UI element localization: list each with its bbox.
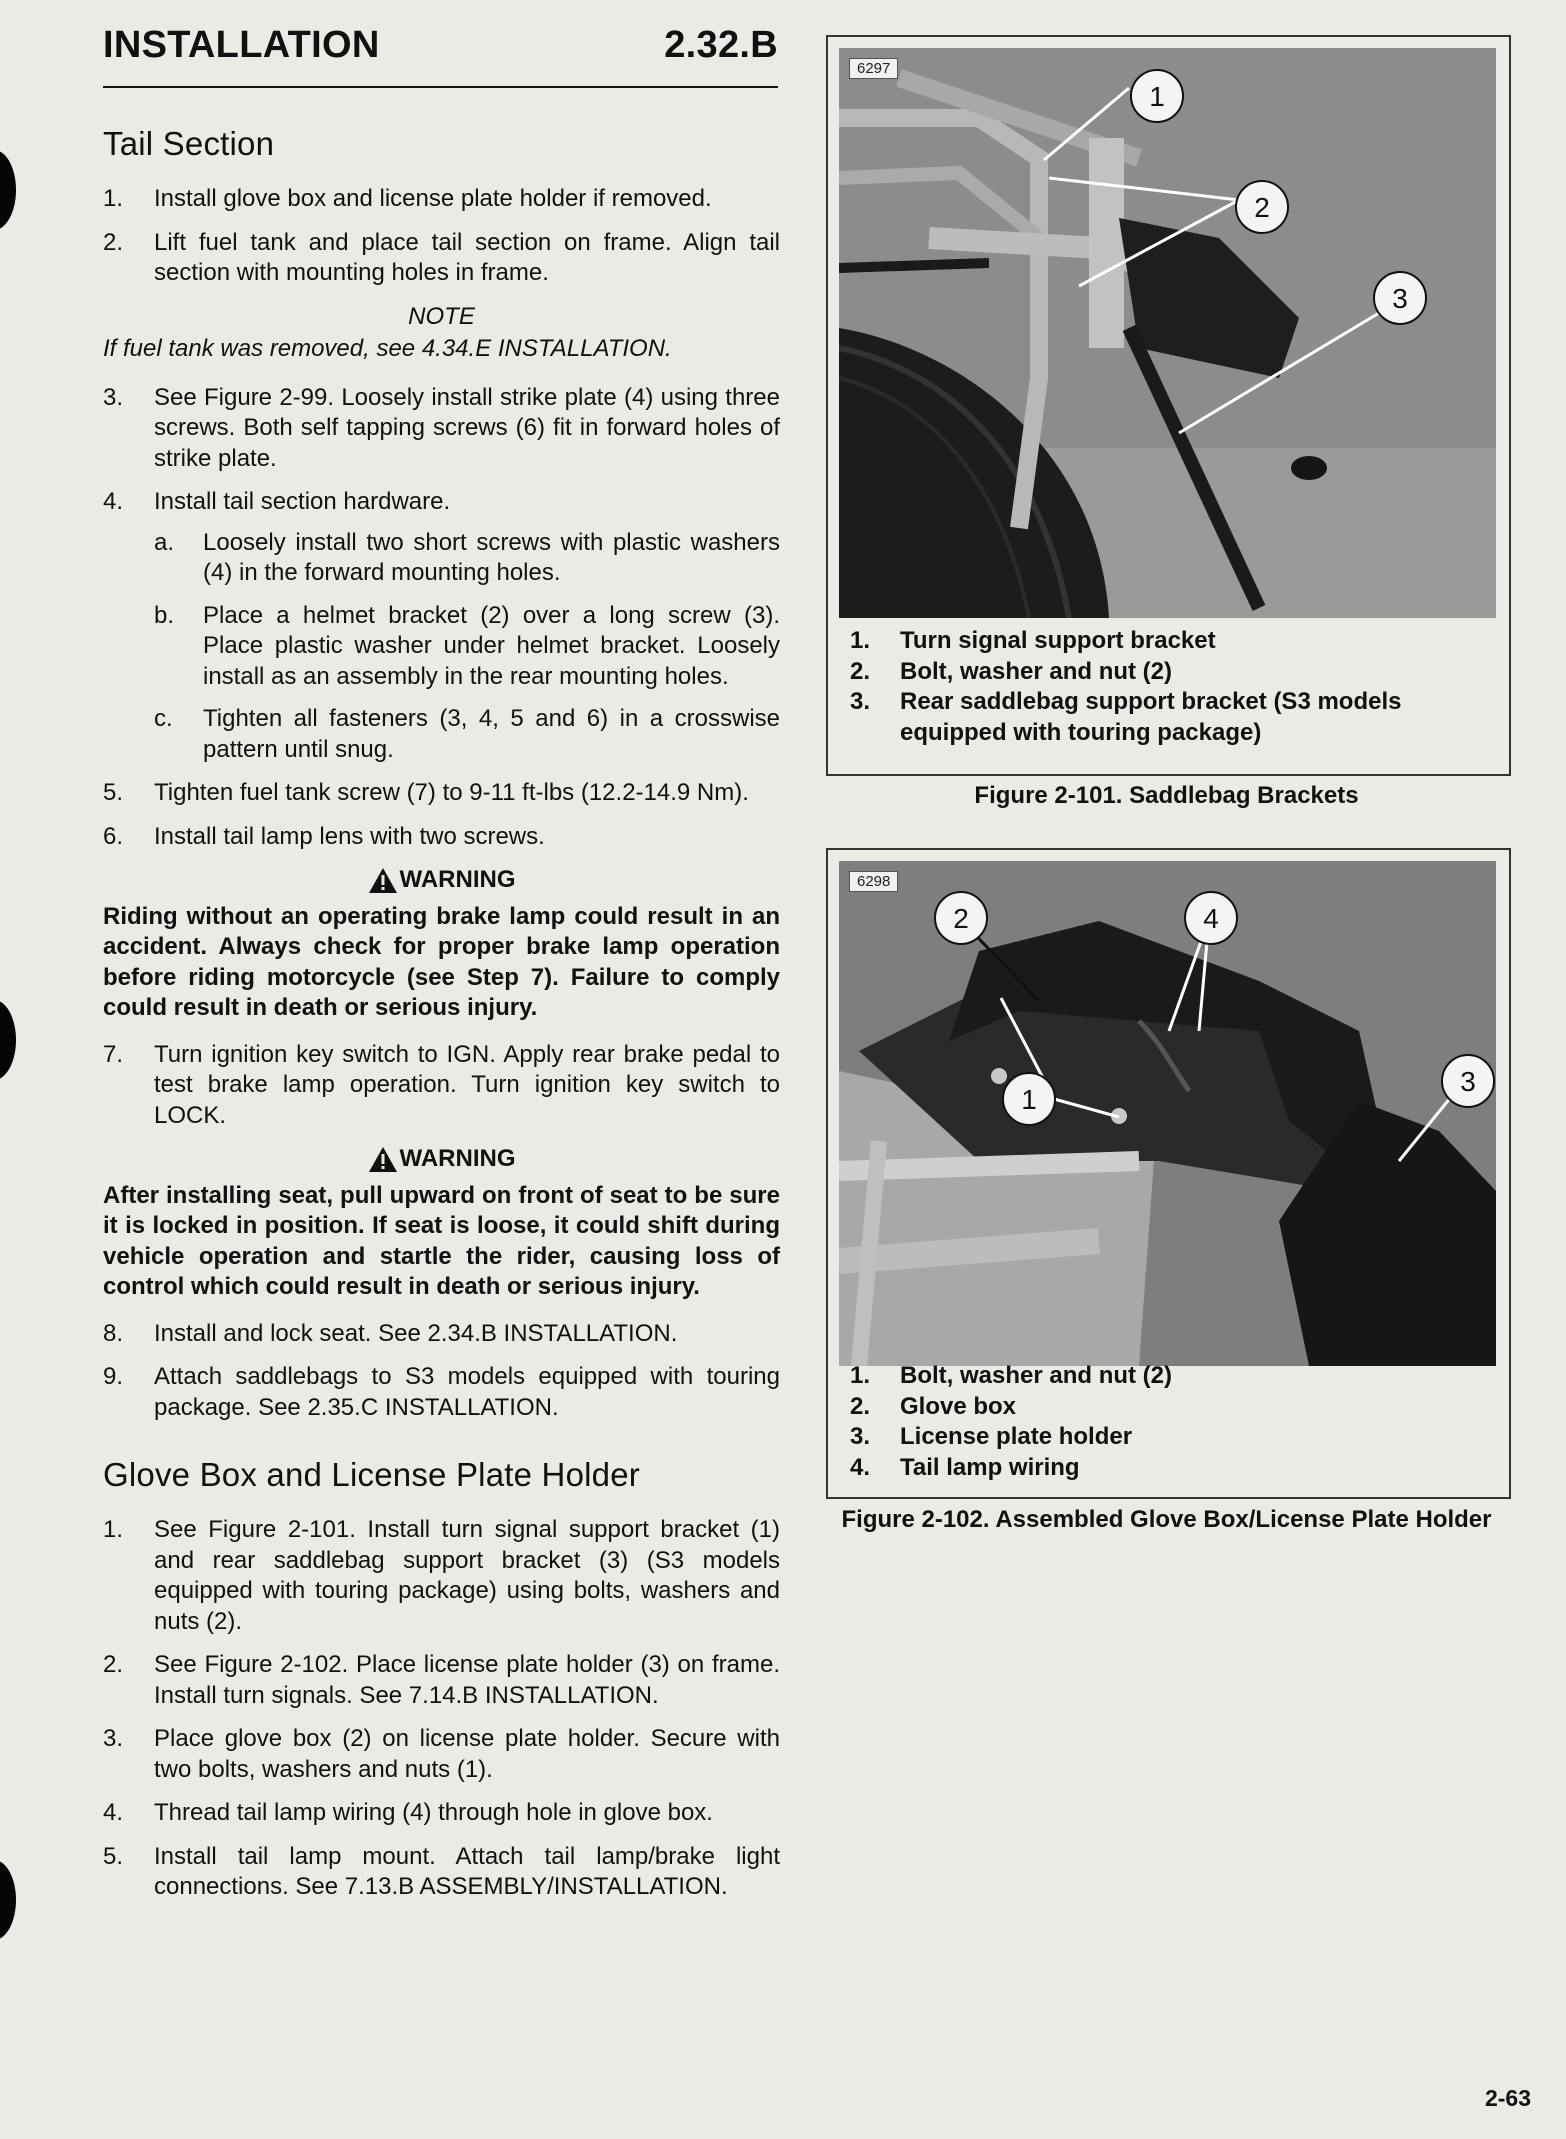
substep-item	[154, 528, 780, 589]
step-text: Turn ignition key switch to IGN. Apply rear brake pedal to test brake lamp operation. Turn ignition key switch to LOCK.	[154, 1040, 780, 1129]
photo-id: 6297	[849, 58, 898, 79]
step-item	[103, 1040, 780, 1132]
step-item	[103, 822, 780, 853]
step-item	[103, 1362, 780, 1423]
page-header	[103, 24, 778, 88]
step-text: Install tail lamp mount. Attach tail lamp/brake light connections. See 7.13.B ASSEMBLY/INSTALLATION.	[154, 1842, 780, 1900]
step-number: 1.	[103, 1516, 124, 1543]
substep-text: Loosely install two short screws with plastic washers (4) in the forward mounting holes.	[203, 528, 780, 586]
step-number: 3.	[103, 1725, 124, 1752]
step-item	[103, 778, 780, 809]
steps-list	[103, 184, 780, 289]
step-item	[103, 1798, 780, 1829]
substep-letter: a.	[154, 528, 175, 556]
step-text: Thread tail lamp wiring (4) through hole in glove box.	[154, 1799, 713, 1826]
figure-legend	[850, 1361, 1172, 1483]
step-number: 5.	[103, 1842, 124, 1870]
legend-text: License plate holder	[900, 1423, 1133, 1450]
figure-photo	[839, 861, 1496, 1366]
photo-id: 6298	[849, 871, 898, 892]
legend-number: 1.	[850, 627, 871, 654]
step-item	[103, 487, 780, 765]
step-item	[103, 184, 780, 215]
step-number: 8.	[103, 1319, 124, 1347]
legend-text: Bolt, washer and nut (2)	[900, 1362, 1173, 1389]
step-text: Install and lock seat. See 2.34.B INSTALLATION.	[154, 1319, 678, 1347]
substep-letter: b.	[154, 601, 175, 629]
binder-hole	[0, 1000, 16, 1080]
legend-item	[850, 626, 1509, 657]
substep-letter: c.	[154, 705, 173, 732]
step-number: 4.	[103, 1799, 124, 1826]
steps-list	[103, 1515, 780, 1903]
step-text: Install tail section hardware.	[154, 488, 451, 515]
step-text: Tighten fuel tank screw (7) to 9-11 ft-lbs (12.2-14.9 Nm).	[154, 779, 749, 806]
legend-text: Turn signal support bracket	[900, 627, 1216, 654]
step-text: Place glove box (2) on license plate holder. Secure with two bolts, washers and nuts (1).	[154, 1725, 780, 1783]
figure-caption: Figure 2-101. Saddlebag Brackets	[974, 782, 1359, 809]
step-number: 6.	[103, 822, 124, 850]
section-title: INSTALLATION	[103, 24, 380, 66]
step-text: Install tail lamp lens with two screws.	[154, 822, 545, 850]
warning-heading	[103, 1144, 780, 1175]
step-item	[103, 1650, 780, 1711]
legend-number: 2.	[850, 1392, 871, 1420]
step-text: See Figure 2-99. Loosely install strike plate (4) using three screws. Both self tapping screws (6) fit in forward holes of strike plate.	[154, 383, 780, 472]
substep-item	[154, 601, 780, 693]
legend-item	[850, 1361, 1172, 1392]
step-text: Install glove box and license plate holder if removed.	[154, 185, 712, 212]
binder-hole	[0, 150, 16, 230]
warning-text: After installing seat, pull upward on front of seat to be sure it is locked in position. If seat is loose, it could shift during vehicle operation and startle the rider, causing loss of control which could result in death or serious injury.	[103, 1181, 780, 1300]
step-number: 3.	[103, 383, 124, 411]
step-number: 1.	[103, 185, 124, 212]
step-item	[103, 1842, 780, 1903]
step-number: 7.	[103, 1040, 124, 1068]
legend-text: Glove box	[900, 1392, 1017, 1420]
legend-item	[850, 1392, 1172, 1423]
warning-triangle-icon	[368, 867, 398, 894]
step-text: Lift fuel tank and place tail section on frame. Align tail section with mounting holes in frame.	[154, 228, 780, 286]
callout-overlay	[839, 861, 1496, 1366]
legend-number: 2.	[850, 657, 871, 685]
step-item	[103, 1319, 780, 1350]
step-text: See Figure 2-101. Install turn signal support bracket (1) and rear saddlebag support bracket (3) (S3 models equipped with touring package) using bolts, washers and nuts (2).	[154, 1516, 780, 1635]
step-number: 4.	[103, 488, 124, 515]
figure-saddlebag-brackets	[826, 35, 1511, 776]
legend-number: 1.	[850, 1362, 871, 1389]
left-column	[103, 118, 780, 1916]
step-text: Attach saddlebags to S3 models equipped with touring package. See 2.35.C INSTALLATION.	[154, 1363, 780, 1421]
legend-item	[850, 687, 1509, 748]
heading-tail-section: Tail Section	[103, 125, 275, 162]
step-item	[103, 228, 780, 289]
callout-label: 3	[1392, 283, 1408, 314]
step-text: See Figure 2-102. Place license plate holder (3) on frame. Install turn signals. See 7.14.B INSTALLATION.	[154, 1651, 780, 1709]
warning-heading	[103, 865, 780, 896]
warning-text: Riding without an operating brake lamp could result in an accident. Always check for proper brake lamp operation before riding motorcycle (see Step 7). Failure to comply could result in death or serious injury.	[103, 902, 780, 1021]
legend-number: 3.	[850, 1423, 871, 1450]
callout-label: 3	[1460, 1066, 1476, 1097]
step-number: 5.	[103, 779, 124, 806]
step-number: 2.	[103, 228, 124, 256]
callout-label: 4	[1203, 903, 1219, 934]
step-number: 2.	[103, 1651, 124, 1678]
note-label: NOTE	[408, 302, 475, 330]
warning-label: WARNING	[399, 866, 516, 893]
note-text: If fuel tank was removed, see 4.34.E INSTALLATION.	[103, 335, 672, 362]
step-number: 9.	[103, 1363, 124, 1390]
legend-number: 3.	[850, 688, 871, 715]
callout-label: 2	[1254, 192, 1270, 223]
legend-number: 4.	[850, 1453, 871, 1481]
legend-text: Rear saddlebag support bracket (S3 models equipped with touring package)	[900, 688, 1402, 746]
step-item	[103, 1724, 780, 1785]
figure-caption: Figure 2-102. Assembled Glove Box/License Plate Holder	[841, 1506, 1492, 1533]
substep-item	[154, 704, 780, 765]
heading-glove-box: Glove Box and License Plate Holder	[103, 1456, 640, 1493]
steps-list	[103, 1040, 780, 1132]
substep-text: Place a helmet bracket (2) over a long screw (3). Place plastic washer under helmet bracket. Loosely install as an assembly in the rear mounting holes.	[203, 601, 780, 690]
legend-text: Tail lamp wiring	[900, 1453, 1080, 1481]
section-number: 2.32.B	[664, 24, 778, 66]
step-item	[103, 1515, 780, 1637]
callout-label: 1	[1021, 1084, 1037, 1115]
figure-photo	[839, 48, 1496, 618]
page-number: 2-63	[1484, 2085, 1531, 2111]
substeps-list	[154, 528, 780, 766]
figure-legend	[850, 626, 1509, 748]
legend-item	[850, 1453, 1172, 1484]
callout-overlay	[839, 48, 1496, 618]
legend-item	[850, 1422, 1172, 1453]
steps-list	[103, 1319, 780, 1424]
legend-item	[850, 657, 1509, 688]
callout-label: 1	[1149, 81, 1165, 112]
legend-text: Bolt, washer and nut (2)	[900, 657, 1173, 685]
warning-label: WARNING	[399, 1145, 516, 1172]
callout-label: 2	[953, 903, 969, 934]
warning-triangle-icon	[368, 1146, 398, 1173]
substep-text: Tighten all fasteners (3, 4, 5 and 6) in a crosswise pattern until snug.	[203, 705, 780, 763]
step-item	[103, 383, 780, 475]
binder-hole	[0, 1860, 16, 1940]
figure-glove-box-assembly	[826, 848, 1511, 1499]
steps-list	[103, 383, 780, 853]
